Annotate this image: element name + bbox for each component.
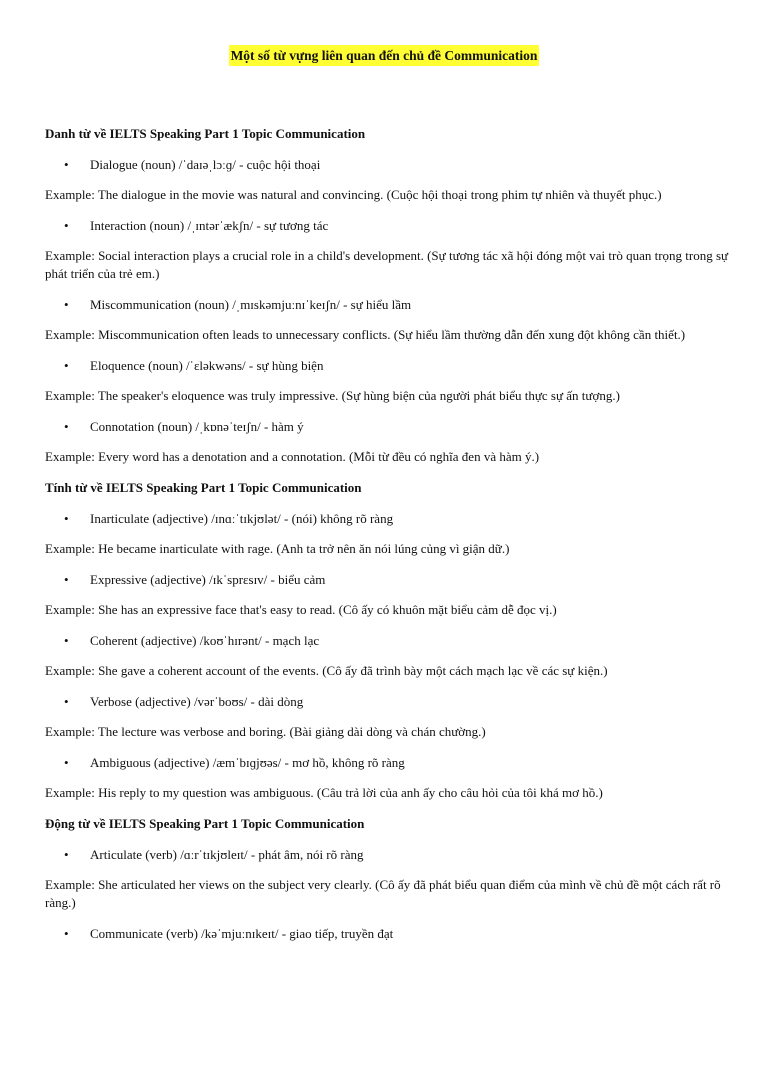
bullet-icon: • (64, 297, 69, 312)
list-item (45, 692, 735, 711)
bullet-icon: • (64, 633, 69, 648)
list-item (45, 417, 735, 436)
vocab-term: Coherent (adjective) /koʊˈhɪrənt/ - mạch lạc (90, 633, 320, 648)
bullet-icon: • (64, 755, 69, 770)
bullet-icon: • (64, 218, 69, 233)
bullet-icon: • (64, 358, 69, 373)
list-item (45, 216, 735, 235)
vocab-term: Communicate (verb) /kəˈmjuːnɪkeɪt/ - giao tiếp, truyền đạt (90, 926, 394, 941)
example-sentence: Example: Every word has a denotation and a connotation. (Mỗi từ đều có nghĩa đen và hàm ý.) (45, 449, 540, 464)
document-page (0, 45, 768, 1069)
section-heading-nouns: Danh từ về IELTS Speaking Part 1 Topic Communication (45, 126, 366, 141)
list-item (45, 509, 735, 528)
list-item (45, 155, 735, 174)
example-sentence: Example: His reply to my question was ambiguous. (Câu trả lời của anh ấy cho câu hỏi của tôi khá mơ hồ.) (45, 785, 603, 800)
list-item (45, 753, 735, 772)
document-body (45, 124, 735, 955)
section-heading-verbs: Động từ về IELTS Speaking Part 1 Topic Communication (45, 816, 365, 831)
vocab-term: Ambiguous (adjective) /æmˈbɪɡjʊəs/ - mơ hồ, không rõ ràng (90, 755, 405, 770)
bullet-icon: • (64, 157, 69, 172)
example-sentence: Example: The lecture was verbose and boring. (Bài giảng dài dòng và chán chường.) (45, 724, 486, 739)
vocab-term: Expressive (adjective) /ɪkˈsprɛsɪv/ - biểu cảm (90, 572, 326, 587)
vocab-term: Articulate (verb) /ɑːrˈtɪkjʊleɪt/ - phát âm, nói rõ ràng (90, 847, 364, 862)
vocab-term: Interaction (noun) /ˌɪntərˈækʃn/ - sự tương tác (90, 218, 329, 233)
bullet-icon: • (64, 926, 69, 941)
example-sentence: Example: He became inarticulate with rage. (Anh ta trở nên ăn nói lúng củng vì giận dữ.) (45, 541, 510, 556)
bullet-icon: • (64, 572, 69, 587)
bullet-icon: • (64, 419, 69, 434)
vocab-term: Inarticulate (adjective) /ɪnɑːˈtɪkjʊlət/ - (nói) không rõ ràng (90, 511, 394, 526)
example-sentence: Example: She articulated her views on the subject very clearly. (Cô ấy đã phát biểu quan điểm của mình về chủ đề một cách rất rõ ràng.) (45, 877, 721, 910)
list-item (45, 631, 735, 650)
vocab-term: Miscommunication (noun) /ˌmɪskəmjuːnɪˈkeɪʃn/ - sự hiểu lầm (90, 297, 412, 312)
vocab-term: Verbose (adjective) /vərˈboʊs/ - dài dòng (90, 694, 304, 709)
vocab-term: Connotation (noun) /ˌkɒnəˈteɪʃn/ - hàm ý (90, 419, 304, 434)
bullet-icon: • (64, 694, 69, 709)
list-item (45, 924, 735, 943)
list-item (45, 845, 735, 864)
example-sentence: Example: She gave a coherent account of the events. (Cô ấy đã trình bày một cách mạch lạc về các sự kiện.) (45, 663, 608, 678)
bullet-icon: • (64, 511, 69, 526)
example-sentence: Example: The speaker's eloquence was truly impressive. (Sự hùng biện của người phát biểu thực sự ấn tượng.) (45, 388, 620, 403)
example-sentence: Example: The dialogue in the movie was natural and convincing. (Cuộc hội thoại trong phim tự nhiên và thuyết phục.) (45, 187, 662, 202)
list-item (45, 570, 735, 589)
example-sentence: Example: She has an expressive face that's easy to read. (Cô ấy có khuôn mặt biểu cảm dễ đọc vị.) (45, 602, 557, 617)
page-title: Một số từ vựng liên quan đến chủ đề Communication (229, 45, 540, 66)
vocab-term: Dialogue (noun) /ˈdaɪəˌlɔːɡ/ - cuộc hội thoại (90, 157, 321, 172)
list-item (45, 356, 735, 375)
list-item (45, 295, 735, 314)
example-sentence: Example: Social interaction plays a crucial role in a child's development. (Sự tương tác xã hội đóng một vai trò quan trọng trong sự phát triển của trẻ em.) (45, 248, 729, 281)
example-sentence: Example: Miscommunication often leads to unnecessary conflicts. (Sự hiểu lầm thường dẫn đến xung đột không cần thiết.) (45, 327, 686, 342)
bullet-icon: • (64, 847, 69, 862)
section-heading-adjectives: Tính từ về IELTS Speaking Part 1 Topic Communication (45, 480, 362, 495)
vocab-term: Eloquence (noun) /ˈɛləkwəns/ - sự hùng biện (90, 358, 324, 373)
